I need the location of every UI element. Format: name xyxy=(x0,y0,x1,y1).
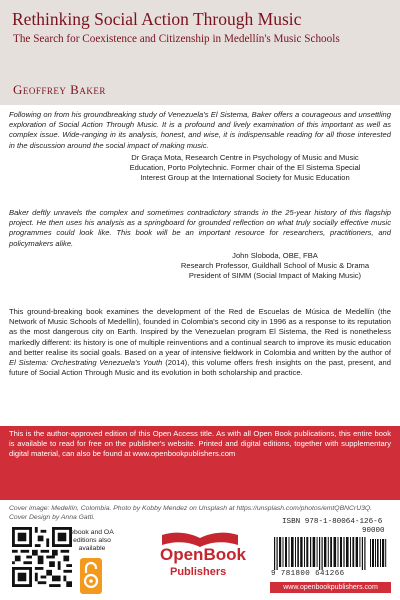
price-code: 90000 xyxy=(362,527,385,535)
attribution-line: Education, Porto Polytechnic. Former chair of the El Sistema Special xyxy=(129,163,361,173)
publisher-name-line2: Publishers xyxy=(170,566,227,578)
attribution-line: Interest Group at the International Society for Music Education xyxy=(140,173,350,183)
publisher-name: OpenBook xyxy=(160,545,246,564)
description-text: (2014), this volume offers fresh insights on the past, present, and future of Social Action Through Music and its evolution in both scholarship and practice. xyxy=(9,358,391,378)
oa-editions-label: ebook and OA editions also available xyxy=(70,529,114,553)
isbn-label xyxy=(282,518,382,526)
endorsement-attribution-2 xyxy=(160,251,390,282)
description-cited-title: El Sistema: Orchestrating Venezuela's Youth xyxy=(9,358,163,368)
isbn-number: ISBN 978-1-80064-126-6 xyxy=(282,518,383,526)
attribution-line: President of SIMM (Social Impact of Making Music) xyxy=(188,271,362,281)
header-panel xyxy=(0,0,400,105)
author-name: Geoffrey Baker xyxy=(13,82,106,97)
book-description xyxy=(9,307,391,378)
qr-code-icon xyxy=(12,527,72,587)
open-access-text: This is the author-approved edition of this Open Access title. As with all Open Book publications, this entire book is available to read for free on the publisher's website. Printed and digital editions, together with supplementary digital material, can also be found at www.openbookpublishers.com xyxy=(9,429,391,459)
open-access-notice xyxy=(0,426,400,500)
description-text: This ground-breaking book examines the development of the Red de Escuelas de Música de Medellín (the Network of Music Schools of Medellín), founded in Colombia's second city in 1996 as a response to its reputation as the most dangerous city on Earth. Inspired by the Venezuelan program El Sistema, the Red is nonetheless markedly different: its history is one of multiple reinventions and a continual search to improve its music education and better realise its social goals. Based on a year of intensive fieldwork in Colombia and written by the author of xyxy=(9,307,391,357)
open-lock-icon xyxy=(80,558,102,594)
cover-credit: Cover image: Medellín, Colombia. Photo by Kobby Mendez on Unsplash at https://unsplash.com/photos/emtQBNCrU3Q. Cover Design by Anna Gatti. xyxy=(9,505,373,521)
publisher-website: www.openbookpublishers.com xyxy=(283,584,378,591)
endorsement-quote-2: Baker deftly unravels the complex and sometimes contradictory strands in the 25-year history of this flagship project. He then uses his analysis as a springboard for grounded reflection on what truly socially effective music programmes could look like. This book will be an important resource for researchers, practitioners, and policymakers alike. xyxy=(9,208,391,248)
book-title: Rethinking Social Action Through Music xyxy=(12,9,302,29)
attribution-line: Dr Graça Mota, Research Centre in Psychology of Music and Music xyxy=(131,153,359,162)
barcode-icon xyxy=(270,527,390,570)
attribution-line: Research Professor, Guildhall School of Music & Drama xyxy=(180,261,370,271)
endorsement-quote-1: Following on from his groundbreaking study of Venezuela's El Sistema, Baker offers a courageous and unsettling exploration of Social Action Through Music. It is a profound and lively examination of this important as well as complex issue. Wide-ranging in its analysis, honest, and wise, it is indispensable reading for all those interested in the discussion around the social impact of making music. xyxy=(9,110,391,150)
endorsement-attribution-1 xyxy=(100,153,390,184)
attribution-line: John Sloboda, OBE, FBA xyxy=(232,251,318,260)
open-access-badge xyxy=(80,558,102,594)
barcode-digits: 9 781800 641266 xyxy=(271,570,345,578)
book-subtitle: The Search for Coexistence and Citizenship in Medellín's Music Schools xyxy=(13,33,340,45)
publisher-website-strip xyxy=(270,582,391,593)
